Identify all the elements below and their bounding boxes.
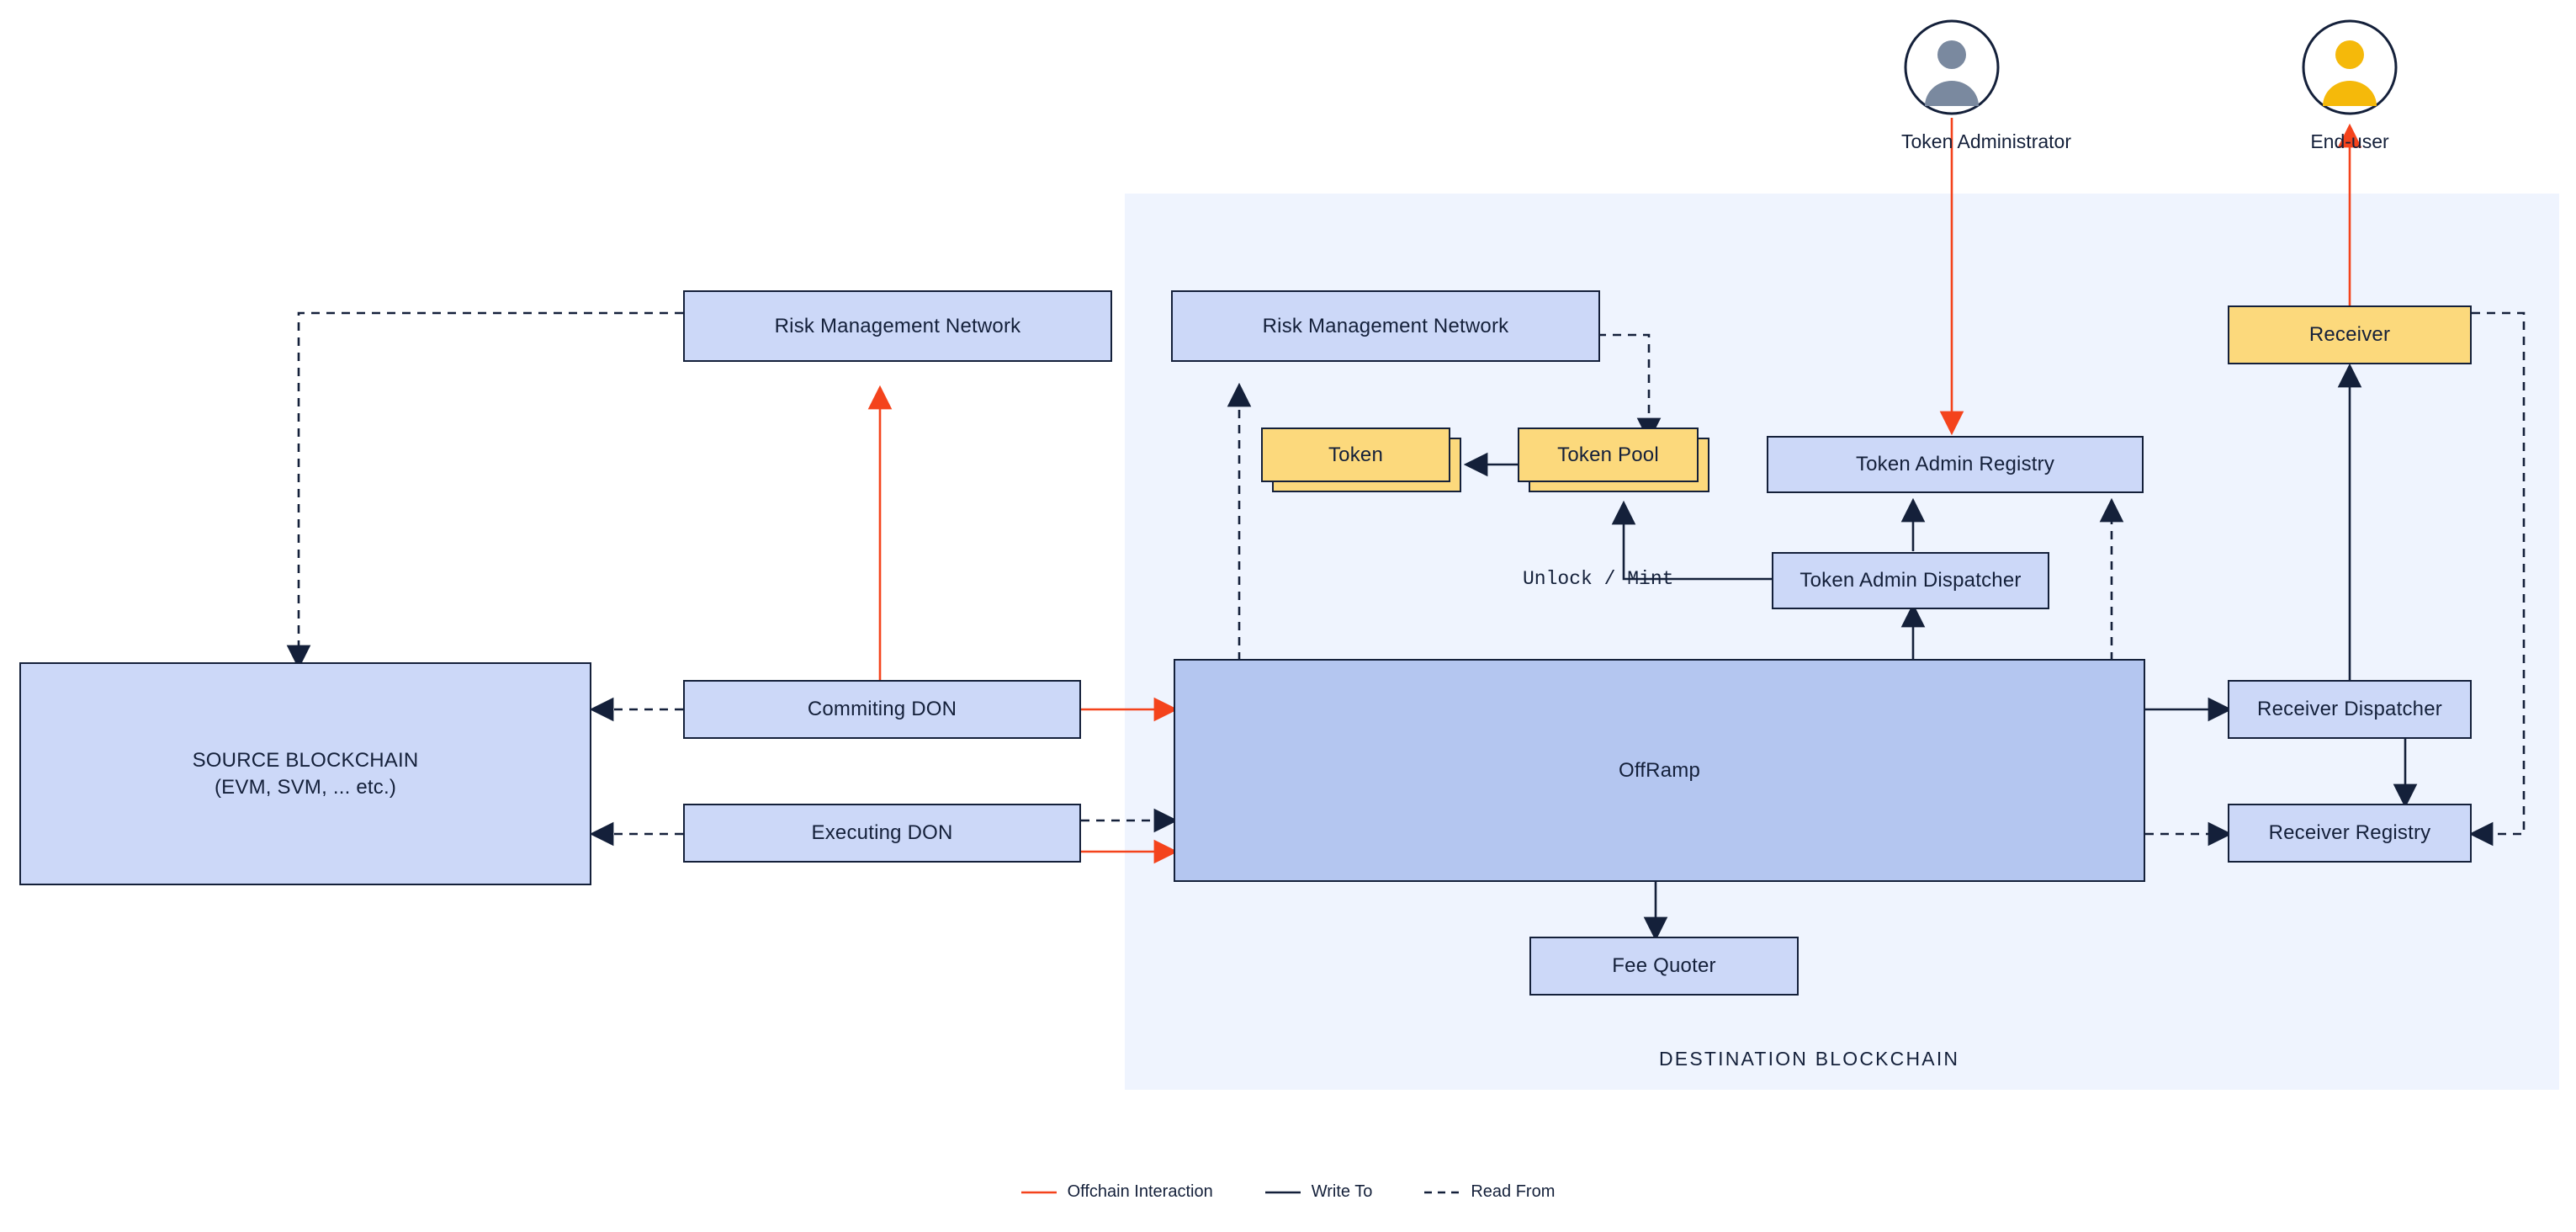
commiting-don-label: Commiting DON xyxy=(807,698,957,721)
legend-offchain-label: Offchain Interaction xyxy=(1067,1182,1213,1201)
legend-write-to-label: Write To xyxy=(1311,1182,1373,1201)
node-commiting-don[interactable] xyxy=(683,680,1081,739)
end-user-avatar-icon xyxy=(2299,17,2400,118)
legend-read-from-label: Read From xyxy=(1471,1182,1556,1201)
risk-management-network-dest-label: Risk Management Network xyxy=(1262,314,1509,337)
end-user-label: End-user xyxy=(2310,130,2389,152)
receiver-label: Receiver xyxy=(2308,323,2391,347)
legend xyxy=(0,1182,2576,1202)
node-fee-quoter[interactable] xyxy=(1529,937,1799,996)
node-source-blockchain[interactable] xyxy=(19,662,591,885)
legend-read-from-swatch-icon xyxy=(1424,1185,1460,1200)
token-pool-label: Token Pool xyxy=(1557,443,1659,466)
actor-end-user xyxy=(2299,17,2400,153)
risk-management-network-source-label: Risk Management Network xyxy=(774,314,1021,337)
node-token-admin-registry[interactable] xyxy=(1767,436,2144,493)
node-token[interactable] xyxy=(1261,427,1450,482)
fee-quoter-label: Fee Quoter xyxy=(1612,954,1716,978)
source-blockchain-line-2: (EVM, SVM, ... etc.) xyxy=(214,775,397,799)
token-admin-dispatcher-label: Token Admin Dispatcher xyxy=(1799,569,2022,592)
token-administrator-avatar-icon xyxy=(1901,17,2002,118)
node-token-pool[interactable] xyxy=(1518,427,1699,482)
legend-offchain-swatch-icon xyxy=(1021,1185,1057,1200)
unlock-mint-edge-label: Unlock / Mint xyxy=(1523,568,1674,590)
source-blockchain-line-1: SOURCE BLOCKCHAIN xyxy=(192,749,419,773)
legend-write-to-swatch-icon xyxy=(1265,1185,1301,1200)
legend-item-write-to xyxy=(1265,1182,1373,1202)
node-receiver[interactable] xyxy=(2228,305,2472,364)
receiver-registry-label: Receiver Registry xyxy=(2268,821,2431,845)
legend-item-offchain-interaction xyxy=(1021,1182,1213,1202)
node-risk-management-network-source[interactable] xyxy=(683,290,1112,362)
node-executing-don[interactable] xyxy=(683,804,1081,863)
node-receiver-dispatcher[interactable] xyxy=(2228,680,2472,739)
node-offramp[interactable] xyxy=(1174,659,2145,882)
token-administrator-label: Token Administrator xyxy=(1901,130,2071,152)
executing-don-label: Executing DON xyxy=(811,821,953,845)
node-token-admin-dispatcher[interactable] xyxy=(1772,552,2049,609)
legend-item-read-from xyxy=(1424,1182,1555,1202)
token-label: Token xyxy=(1328,443,1384,466)
token-admin-registry-label: Token Admin Registry xyxy=(1855,453,2055,476)
actor-token-administrator xyxy=(1901,17,2071,153)
receiver-dispatcher-label: Receiver Dispatcher xyxy=(2257,698,2442,721)
offramp-label: OffRamp xyxy=(1619,758,1700,782)
node-risk-management-network-dest[interactable] xyxy=(1171,290,1600,362)
node-receiver-registry[interactable] xyxy=(2228,804,2472,863)
destination-blockchain-label: DESTINATION BLOCKCHAIN xyxy=(1659,1048,1960,1070)
